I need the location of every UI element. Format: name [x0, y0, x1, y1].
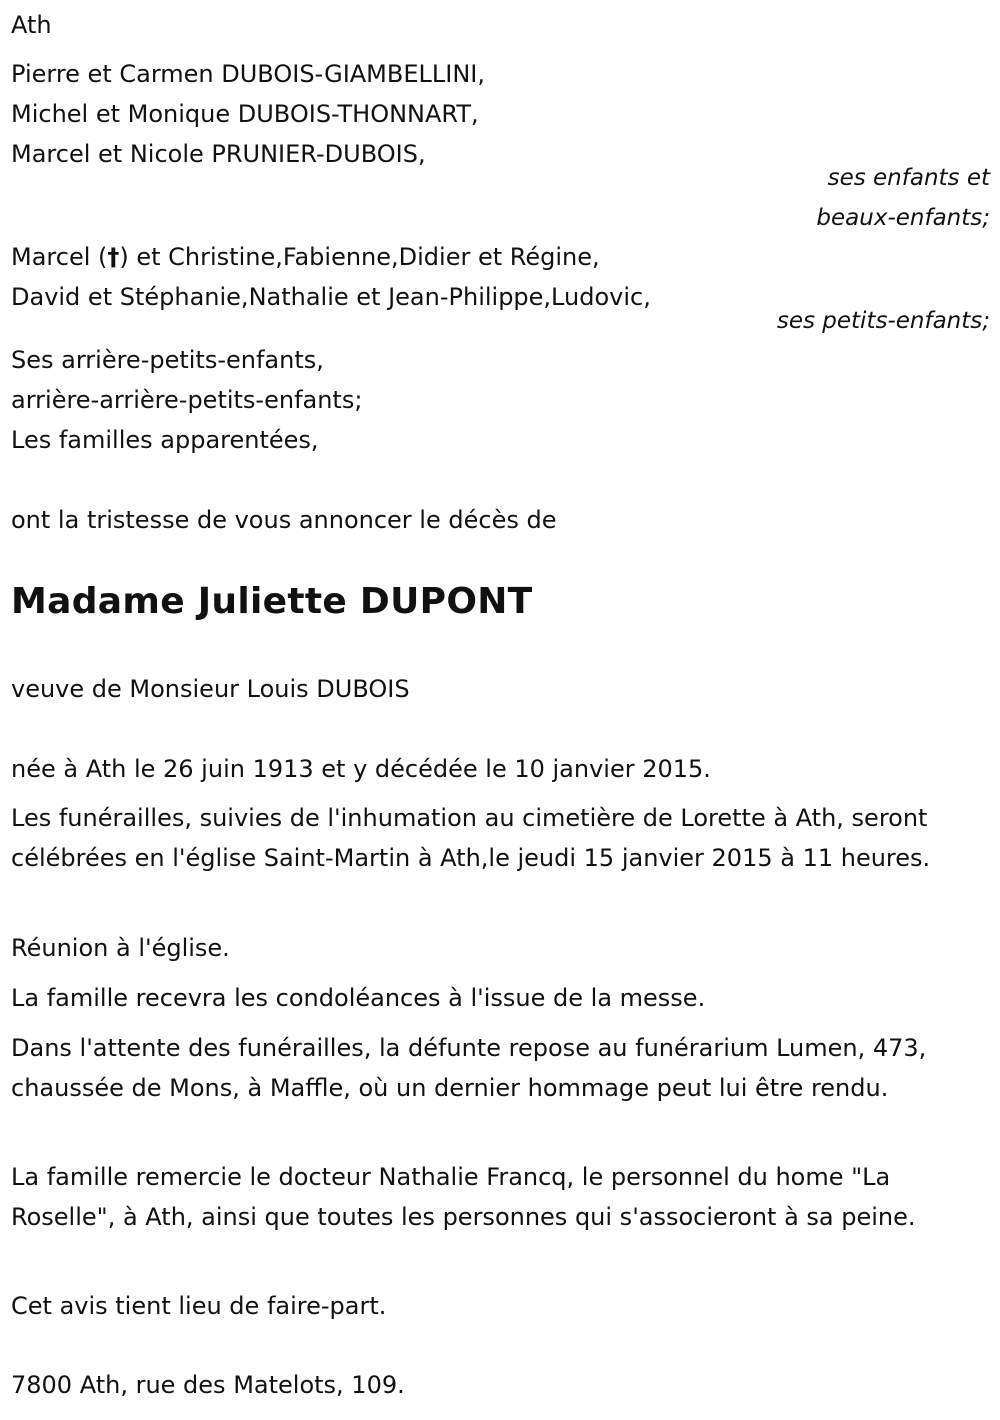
child-line-3: Marcel et Nicole PRUNIER-DUBOIS,	[11, 140, 426, 168]
funeral-paragraph: Les funérailles, suivies de l'inhumation au cimetière de Lorette à Ath, seront célébrées en l'église Saint-Martin à Ath,le jeudi 15 janvier 2015 à 11 heures.	[11, 804, 931, 872]
birth-death-line: née à Ath le 26 juin 1913 et y décédée le 10 janvier 2015.	[11, 755, 711, 783]
child-line-2: Michel et Monique DUBOIS-THONNART,	[11, 100, 479, 128]
resting-paragraph: Dans l'attente des funérailles, la défunte repose au funérarium Lumen, 473, chaussée de Mons, à Maffle, où un dernier hommage peut lui être rendu.	[11, 1034, 927, 1102]
condolences-paragraph: La famille recevra les condoléances à l'issue de la messe.	[11, 984, 706, 1012]
location-header: Ath	[11, 11, 52, 39]
related-families-line: Les familles apparentées,	[11, 426, 319, 454]
children-label-line-1: ses enfants et	[827, 165, 990, 191]
deceased-name: Madame Juliette DUPONT	[11, 581, 533, 622]
great-great-grandchildren-line: arrière-arrière-petits-enfants;	[11, 386, 363, 414]
child-line-1: Pierre et Carmen DUBOIS-GIAMBELLINI,	[11, 60, 485, 88]
cross-icon: †	[107, 243, 120, 271]
grandchildren-line-1	[11, 242, 600, 272]
widow-of-line: veuve de Monsieur Louis DUBOIS	[11, 675, 410, 703]
thanks-paragraph: La famille remercie le docteur Nathalie Francq, le personnel du home "La Roselle", à Ath, ainsi que toutes les personnes qui s'associeront à sa peine.	[11, 1163, 916, 1231]
meeting-paragraph: Réunion à l'église.	[11, 934, 230, 962]
grandchildren-line-1-after: ) et Christine,Fabienne,Didier et Régine,	[119, 243, 600, 271]
children-label-line-2: beaux-enfants;	[816, 205, 990, 231]
grandchildren-label: ses petits-enfants;	[776, 308, 990, 334]
address-line: 7800 Ath, rue des Matelots, 109.	[11, 1371, 405, 1399]
grandchildren-line-2: David et Stéphanie,Nathalie et Jean-Philippe,Ludovic,	[11, 283, 651, 311]
announcement-line: ont la tristesse de vous annoncer le décès de	[11, 506, 557, 534]
great-grandchildren-line: Ses arrière-petits-enfants,	[11, 346, 324, 374]
notice-paragraph: Cet avis tient lieu de faire-part.	[11, 1292, 387, 1320]
grandchildren-line-1-before: Marcel (	[11, 243, 108, 271]
